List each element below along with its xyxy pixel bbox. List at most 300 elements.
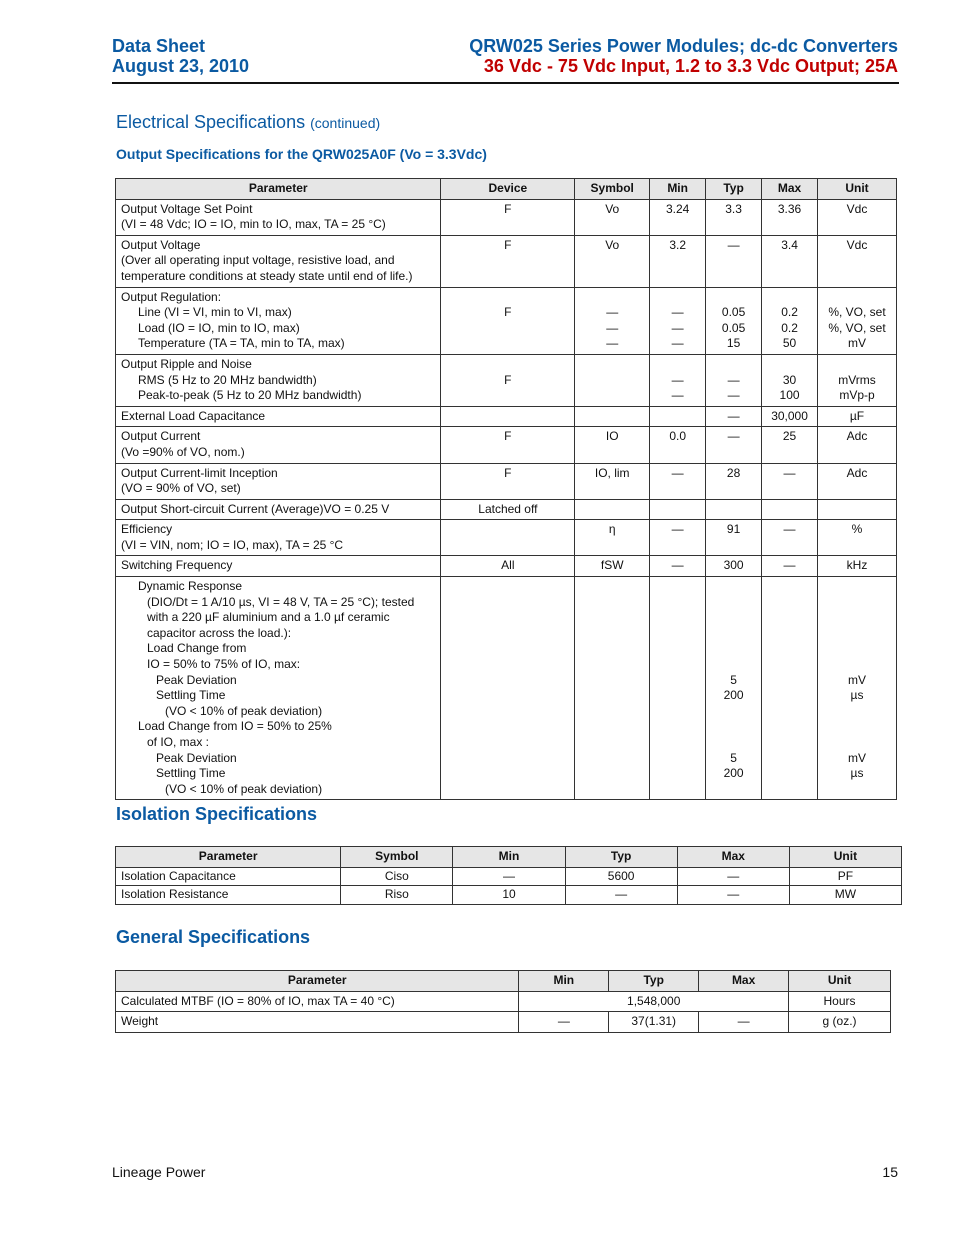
table-row [116,354,897,406]
unit-value: kHz [846,558,868,573]
min-cell [650,287,706,354]
device-cell [441,199,575,235]
symbol-value [580,290,644,306]
unit-value: mV [848,750,867,765]
value-cell: — [677,867,789,886]
parameter-line: with a 220 µF aluminium and a 1.0 µf ceramic [147,610,390,625]
min-value [655,409,700,425]
device-value: F [504,465,512,480]
column-header: Max [762,179,818,200]
parameter-cell [116,520,441,556]
mtbf-unit: Hours [789,991,891,1012]
device-value [446,409,569,425]
typ-value: — [727,408,740,423]
parameter-cell [116,577,441,800]
device-cell [441,463,575,499]
unit-value [823,610,891,626]
max-value: 3.4 [781,237,798,252]
min-cell [650,235,706,287]
parameter-line: (Vo =90% of VO, nom.) [121,444,245,459]
header-right [469,36,898,76]
unit-value [823,502,891,518]
device-value: F [504,201,512,216]
unit-value: mV [848,672,867,687]
min-cell [650,520,706,556]
unit-value [823,704,891,720]
table-row [116,520,897,556]
min-cell [650,427,706,463]
column-header: Max [699,971,789,992]
symbol-value [580,409,644,425]
output-spec-table [115,178,897,800]
device-cell [441,406,575,427]
max-cell [762,520,818,556]
parameter-cell [116,556,441,577]
device-value [446,290,569,306]
min-cell [650,354,706,406]
unit-cell [818,520,897,556]
typ-cell [706,577,762,800]
symbol-cell [575,499,650,520]
value-cell: — [565,886,677,905]
max-cell [762,577,818,800]
weight-min: — [519,1012,609,1033]
min-value: — [671,522,684,537]
table-row [116,463,897,499]
column-header: Unit [818,179,897,200]
min-cell [650,406,706,427]
parameter-line: Output Short-circuit Current (Average)VO = 0.25 V [121,501,390,516]
unit-cell [818,556,897,577]
table-row [116,199,897,235]
min-value: 3.2 [669,237,686,252]
header-left [112,36,249,76]
column-header: Typ [565,847,677,868]
unit-value: % [851,522,863,537]
parameter-cell [116,427,441,463]
typ-value: — [727,388,740,403]
typ-value [711,579,756,595]
max-value [767,290,812,306]
electrical-spec-heading [116,112,380,133]
typ-value [711,719,756,735]
parameter-line: Temperature (TA = TA, min to TA, max) [138,336,345,351]
min-value: — [671,336,684,351]
unit-value: mVrms [838,372,876,387]
min-value: — [671,558,684,573]
value-cell: — [453,867,565,886]
table-row [116,886,902,905]
device-value [446,357,569,373]
output-spec-subtitle: Output Specifications for the QRW025A0F (Vo = 3.3Vdc) [116,146,487,162]
typ-cell [706,556,762,577]
typ-cell [706,287,762,354]
parameter-line: Load Change from IO = 50% to 25% [138,719,332,734]
product-subtitle: 36 Vdc - 75 Vdc Input, 1.2 to 3.3 Vdc Output; 25A [483,56,898,76]
unit-value [823,290,891,306]
column-header: Typ [609,971,699,992]
parameter-cell [116,463,441,499]
typ-cell [706,427,762,463]
max-value: 3.36 [777,201,802,216]
parameter-line: Efficiency [121,522,173,537]
max-value: 50 [782,336,797,351]
device-cell [441,287,575,354]
general-spec-title: General Specifications [116,927,311,947]
min-value: — [671,320,684,335]
min-value [655,502,700,518]
symbol-value: — [606,336,619,351]
typ-cell [706,406,762,427]
weight-max: — [699,1012,789,1033]
parameter-line: Load (IO = IO, min to IO, max) [138,320,300,335]
weight-typ: 37(1.31) [609,1012,699,1033]
table-header-row [116,179,897,200]
max-cell [762,556,818,577]
device-value [446,522,569,538]
max-cell [762,354,818,406]
parameter-line: Output Voltage [121,237,201,252]
max-cell [762,287,818,354]
symbol-value [580,579,644,595]
symbol-value: — [606,305,619,320]
typ-value [711,357,756,373]
symbol-cell [575,235,650,287]
weight-param: Weight [116,1012,519,1033]
symbol-value [580,357,644,373]
unit-cell [818,406,897,427]
parameter-line: Peak Deviation [156,672,237,687]
symbol-value: Vo [605,237,620,252]
value-cell: — [677,886,789,905]
parameter-line: Dynamic Response [138,579,243,594]
unit-value: %, VO, set [828,320,886,335]
parameter-line: Peak-to-peak (5 Hz to 20 MHz bandwidth) [138,388,362,403]
symbol-cell [575,463,650,499]
unit-cell [818,499,897,520]
parameter-line: (VO = 90% of VO, set) [121,481,241,496]
max-cell [762,427,818,463]
parameter-cell [116,499,441,520]
parameter-line: Output Ripple and Noise [121,356,252,371]
unit-cell [818,199,897,235]
device-value: All [501,558,515,573]
electrical-spec-title: Electrical Specifications [116,112,306,132]
unit-value [823,595,891,611]
typ-value: 0.05 [721,305,746,320]
parameter-line: External Load Capacitance [121,408,266,423]
typ-value: 91 [726,522,741,537]
column-header: Symbol [341,847,453,868]
typ-value: — [727,429,740,444]
table-row [116,991,891,1012]
symbol-cell [575,406,650,427]
parameter-line: (VI = VIN, nom; IO = IO, max), TA = 25 °C [121,537,344,552]
symbol-cell [575,199,650,235]
parameter-line: Output Current [121,429,201,444]
typ-value: 15 [726,336,741,351]
unit-value [823,641,891,657]
max-cell [762,406,818,427]
isolation-spec-table [115,846,902,905]
unit-value [823,719,891,735]
column-header: Parameter [116,179,441,200]
parameter-line: (Over all operating input voltage, resistive load, and [121,253,395,268]
typ-value: 0.05 [721,320,746,335]
typ-value: 200 [723,766,744,781]
isolation-spec-title: Isolation Specifications [116,804,318,824]
unit-value: µF [849,408,865,423]
column-header: Min [650,179,706,200]
symbol-cell [575,287,650,354]
parameter-line: (DIO/Dt = 1 A/10 µs, VI = 48 V, TA = 25 °C); tested [147,594,415,609]
page-number: 15 [882,1164,898,1180]
typ-value [711,502,756,518]
max-value: 25 [782,429,797,444]
parameter-line: (VO < 10% of peak deviation) [165,703,323,718]
parameter-line: RMS (5 Hz to 20 MHz bandwidth) [138,372,317,387]
symbol-cell [575,556,650,577]
value-cell: MW [789,886,901,905]
table-row [116,427,897,463]
typ-cell [706,463,762,499]
min-value [655,579,700,595]
general-spec-table [115,970,891,1033]
unit-cell [818,577,897,800]
max-value: — [783,522,796,537]
max-value: 100 [779,388,800,403]
header-divider [112,82,899,84]
unit-value: Adc [846,429,868,444]
max-value: 0.2 [781,320,798,335]
unit-value: mVp-p [839,388,875,403]
doc-type: Data Sheet [112,36,206,56]
max-cell [762,463,818,499]
parameter-line: Output Current-limit Inception [121,465,278,480]
unit-cell [818,235,897,287]
value-cell: Riso [341,886,453,905]
device-cell [441,235,575,287]
parameter-cell [116,406,441,427]
typ-value: 200 [723,688,744,703]
device-value: F [504,372,512,387]
parameter-cell [116,287,441,354]
column-header: Min [453,847,565,868]
parameter-cell: Isolation Resistance [116,886,341,905]
typ-value [711,290,756,306]
device-value: F [504,305,512,320]
unit-value: µs [850,688,864,703]
parameter-line: (VO < 10% of peak deviation) [165,781,323,796]
typ-cell [706,354,762,406]
column-header: Parameter [116,847,341,868]
parameter-line: temperature conditions at steady state until end of life.) [121,268,413,283]
unit-cell [818,287,897,354]
max-value: — [783,465,796,480]
parameter-line: Settling Time [156,688,226,703]
parameter-cell: Isolation Capacitance [116,867,341,886]
symbol-value: Vo [605,201,620,216]
device-cell [441,556,575,577]
symbol-value: fSW [600,558,624,573]
typ-value [711,704,756,720]
symbol-cell [575,577,650,800]
unit-cell [818,427,897,463]
min-cell [650,577,706,800]
table-row [116,406,897,427]
min-value: 0.0 [669,429,686,444]
typ-value [711,610,756,626]
product-title: QRW025 Series Power Modules; dc-dc Converters [469,36,898,56]
typ-cell [706,235,762,287]
unit-value: mV [848,336,867,351]
min-cell [650,556,706,577]
parameter-line: of IO, max : [147,735,210,749]
parameter-line: Switching Frequency [121,558,233,573]
min-cell [650,463,706,499]
unit-value: %, VO, set [828,305,886,320]
parameter-line: Output Regulation: [121,289,222,304]
parameter-cell [116,235,441,287]
max-cell [762,499,818,520]
column-header: Unit [789,971,891,992]
typ-cell [706,499,762,520]
parameter-cell [116,199,441,235]
symbol-value: η [608,522,616,537]
min-value: — [671,372,684,387]
parameter-line: (VI = 48 Vdc; IO = IO, min to IO, max, TA = 25 °C) [121,217,386,232]
unit-value: Vdc [846,237,868,252]
typ-value [711,657,756,673]
device-cell [441,520,575,556]
doc-date: August 23, 2010 [112,56,250,76]
parameter-cell [116,354,441,406]
max-value: — [783,558,796,573]
min-value: — [671,305,684,320]
table-row [116,577,897,800]
unit-cell [818,354,897,406]
typ-value [711,735,756,751]
device-cell [441,354,575,406]
max-cell [762,235,818,287]
column-header: Min [519,971,609,992]
min-value [655,290,700,306]
typ-value [711,595,756,611]
parameter-line: Output Voltage Set Point [121,201,253,216]
device-value [446,579,569,595]
parameter-line: Settling Time [156,766,226,781]
typ-value: 28 [726,465,741,480]
electrical-spec-suffix: (continued) [310,115,381,131]
device-value: F [504,429,512,444]
value-cell: Ciso [341,867,453,886]
value-cell: 10 [453,886,565,905]
column-header: Symbol [575,179,650,200]
symbol-value [580,502,644,518]
typ-cell [706,520,762,556]
table-row [116,235,897,287]
device-cell [441,577,575,800]
max-value [767,502,812,518]
parameter-line: Load Change from [147,641,247,656]
value-cell: PF [789,867,901,886]
mtbf-param: Calculated MTBF (IO = 80% of IO, max TA = 40 °C) [116,991,519,1012]
table-row [116,556,897,577]
typ-value: 300 [723,558,744,573]
typ-value: 5 [730,672,737,687]
symbol-value: IO [605,429,619,444]
parameter-line: Peak Deviation [156,750,237,765]
value-cell: 5600 [565,867,677,886]
unit-value [823,357,891,373]
typ-value: 5 [730,750,737,765]
unit-value [823,579,891,595]
column-header: Device [441,179,575,200]
symbol-cell [575,427,650,463]
table-row [116,1012,891,1033]
typ-value: — [727,372,740,387]
column-header: Parameter [116,971,519,992]
symbol-value: IO, lim [594,465,630,480]
unit-value: µs [850,766,864,781]
device-cell [441,499,575,520]
unit-value [823,626,891,642]
footer-company: Lineage Power [112,1164,206,1180]
symbol-cell [575,354,650,406]
max-value: 0.2 [781,305,798,320]
device-value: F [504,237,512,252]
typ-value: 3.3 [725,201,742,216]
table-header-row [116,971,891,992]
column-header: Unit [789,847,901,868]
max-value: 30 [782,372,797,387]
parameter-line: capacitor across the load.): [147,625,292,640]
min-cell [650,499,706,520]
max-value [767,357,812,373]
unit-value: Adc [846,465,868,480]
typ-value [711,641,756,657]
typ-value: — [727,237,740,252]
device-cell [441,427,575,463]
unit-value [823,735,891,751]
column-header: Max [677,847,789,868]
column-header: Typ [706,179,762,200]
table-header-row [116,847,902,868]
table-row [116,867,902,886]
max-value: 30,000 [771,408,808,423]
min-value [655,357,700,373]
min-value: — [671,465,684,480]
table-row [116,287,897,354]
symbol-value: — [606,320,619,335]
unit-value [823,657,891,673]
unit-cell [818,463,897,499]
symbol-cell [575,520,650,556]
unit-value: Vdc [846,201,868,216]
mtbf-value: 1,548,000 [519,991,789,1012]
table-row [116,499,897,520]
device-value: Latched off [478,501,538,516]
parameter-line: IO = 50% to 75% of IO, max: [147,657,301,672]
weight-unit: g (oz.) [789,1012,891,1033]
min-cell [650,199,706,235]
min-value: — [671,388,684,403]
max-cell [762,199,818,235]
typ-cell [706,199,762,235]
typ-value [711,626,756,642]
parameter-line: Line (VI = VI, min to VI, max) [138,305,292,320]
max-value [767,579,812,595]
